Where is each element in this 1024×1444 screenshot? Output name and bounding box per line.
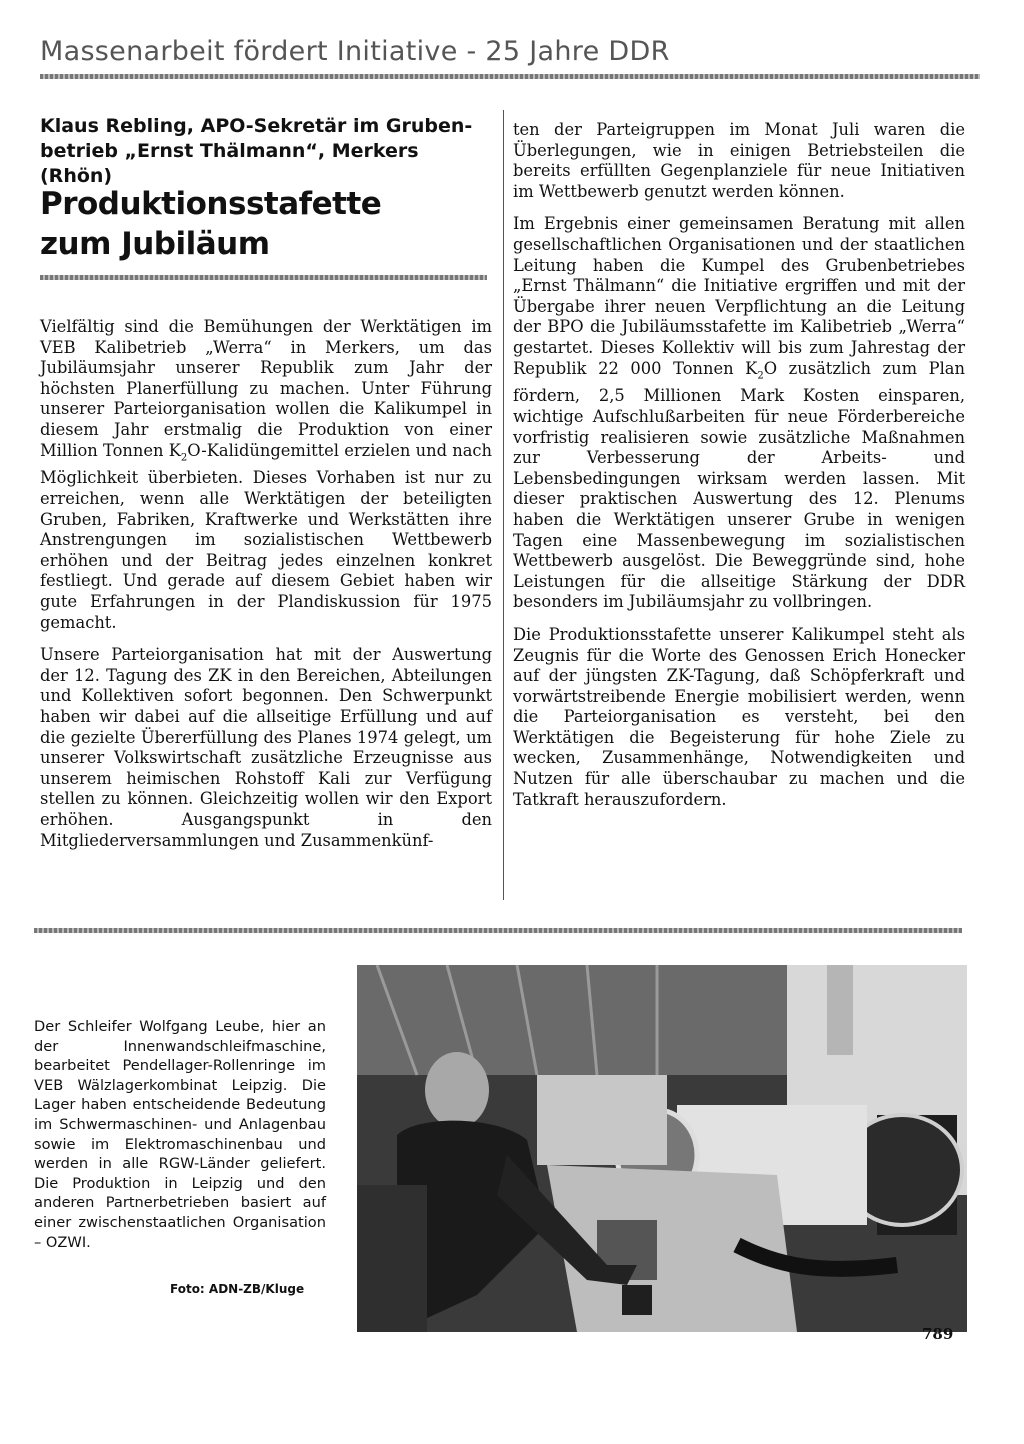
section-rule — [34, 928, 962, 933]
author-byline — [40, 114, 495, 189]
paragraph: Die Produktionsstafette unserer Kalikumpel steht als Zeugnis für die Worte des Genossen Erich Honecker auf der jüngsten ZK-Tagung, daß Schöpferkraft und vorwärtstreibende Energie mobilisiert werden, wenn die Parteiorganisation es versteht, bei den Werktätigen die Begeisterung für hohe Ziele zu wecken, Zusammenhänge, Notwendigkeiten und Nutzen für alle überschaubar zu machen und die Tatkraft herauszufordern. — [513, 624, 965, 809]
paragraph: Unsere Parteiorganisation hat mit der Auswertung der 12. Tagung des ZK in den Bereichen, Abteilungen und Kollektiven sofort begonnen. Den Schwerpunkt haben wir dabei auf die allseitige Erfüllung und auf die gezielte Übererfüllung des Planes 1974 gelegt, um unserer Volkswirtschaft zusätzliche Erzeugnisse aus unserem heimischen Rohstoff Kali zur Verfügung stellen zu können. Gleichzeitig wollen wir den Export erhöhen. Ausgangspunkt in den Mitgliederversammlungen und Zusammenkünf- — [40, 645, 492, 850]
paragraph: Im Ergebnis einer gemeinsamen Beratung mit allen gesellschaftlichen Organisationen und der staatlichen Leitung haben die Kumpel des Grubenbetriebes „Ernst Thälmann“ die Initiative ergriffen und mit der Übergabe ihrer neuen Verpflichtung an die Leitung der BPO die Jubiläumsstafette im Kalibetrieb „Werra“ gestartet. Dieses Kollektiv will bis zum Jahrestag der Republik 22 000 Tonnen $K_2O$ zusätzlich zum Plan fördern, 2,5 Millionen Mark Kosten einsparen, wichtige Aufschlußarbeiten für neue Förderbereiche vorfristig realisieren sowie zusätzliche Maßnahmen zur Verbesserung der Arbeits- und Lebensbedingungen wirksam werden lassen. Mit dieser praktischen Auswertung des 12. Plenums haben die Werktätigen unserer Grube in wenigen Tagen eine Massenbewegung im sozialistischen Wettbewerb ausgelöst. Die Beweggründe sind, hohe Leistungen für die allseitige Stärkung der DDR besonders im Jubiläumsjahr zu vollbringen. — [513, 214, 966, 612]
title-line-1: Produktionsstafette — [40, 186, 382, 222]
header-rule — [40, 74, 980, 79]
photo-caption: Der Schleifer Wolfgang Leube, hier an der Innenwandschleifmaschine, bearbeitet Pendellager-Rollenringe im VEB Wälzlagerkombinat Leipzig. Die Lager haben entscheidende Bedeutung im Schwermaschinen- und Anlagenbau sowie im Elektromaschinenbau und werden in alle RGW-Länder geliefert. Die Produktion in Leipzig und den anderen Partnerbetrieben basiert auf einer zwischenstaatlichen Organisation – OZWI. — [34, 1018, 326, 1251]
article-column-2 — [513, 120, 965, 822]
paragraph: Vielfältig sind die Bemühungen der Werktätigen im VEB Kalibetrieb „Werra“ in Merkers, um das Jubiläumsjahr unserer Republik zum Jahr der höchsten Planerfüllung zu machen. Unter Führung unserer Parteiorganisation wollen die Kalikumpel in diesem Jahr erstmalig die Produktion von einer Million Tonnen $K_2O$-Kalidüngemittel erzielen und nach Möglichkeit überbieten. Dieses Vorhaben ist nur zu erreichen, wenn alle Werktätigen der beteiligten Gruben, Fabriken, Kraftwerke und Werkstätten ihre Anstrengungen im sozialistischen Wettbewerb erhöhen und der Beitrag jedes einzelnen konkret festliegt. Und gerade auf diesem Gebiet haben wir gute Erfahrungen in der Plandiskussion für 1975 gemacht. — [40, 317, 493, 632]
title-rule — [40, 275, 487, 280]
article-title — [40, 184, 495, 264]
paragraph: ten der Parteigruppen im Monat Juli waren die Überlegungen, wie in einigen Betriebsteilen die bereits erfüllten Gegenplanziele für neue Initiativen im Wettbewerb genutzt werden können. — [513, 120, 965, 201]
column-divider — [503, 110, 504, 900]
byline-line-2: betrieb „Ernst Thälmann“, Merkers (Rhön) — [40, 140, 419, 187]
factory-photo-illustration — [357, 965, 967, 1332]
photo-credit: Foto: ADN-ZB/Kluge — [170, 1282, 305, 1296]
factory-photo — [357, 965, 967, 1332]
title-line-2: zum Jubiläum — [40, 226, 270, 262]
byline-line-1: Klaus Rebling, APO-Sekretär im Gruben- — [40, 115, 473, 137]
running-header: Massenarbeit fördert Initiative - 25 Jahre DDR — [40, 36, 670, 67]
article-column-1 — [40, 317, 492, 863]
page-number: 789 — [922, 1325, 954, 1343]
